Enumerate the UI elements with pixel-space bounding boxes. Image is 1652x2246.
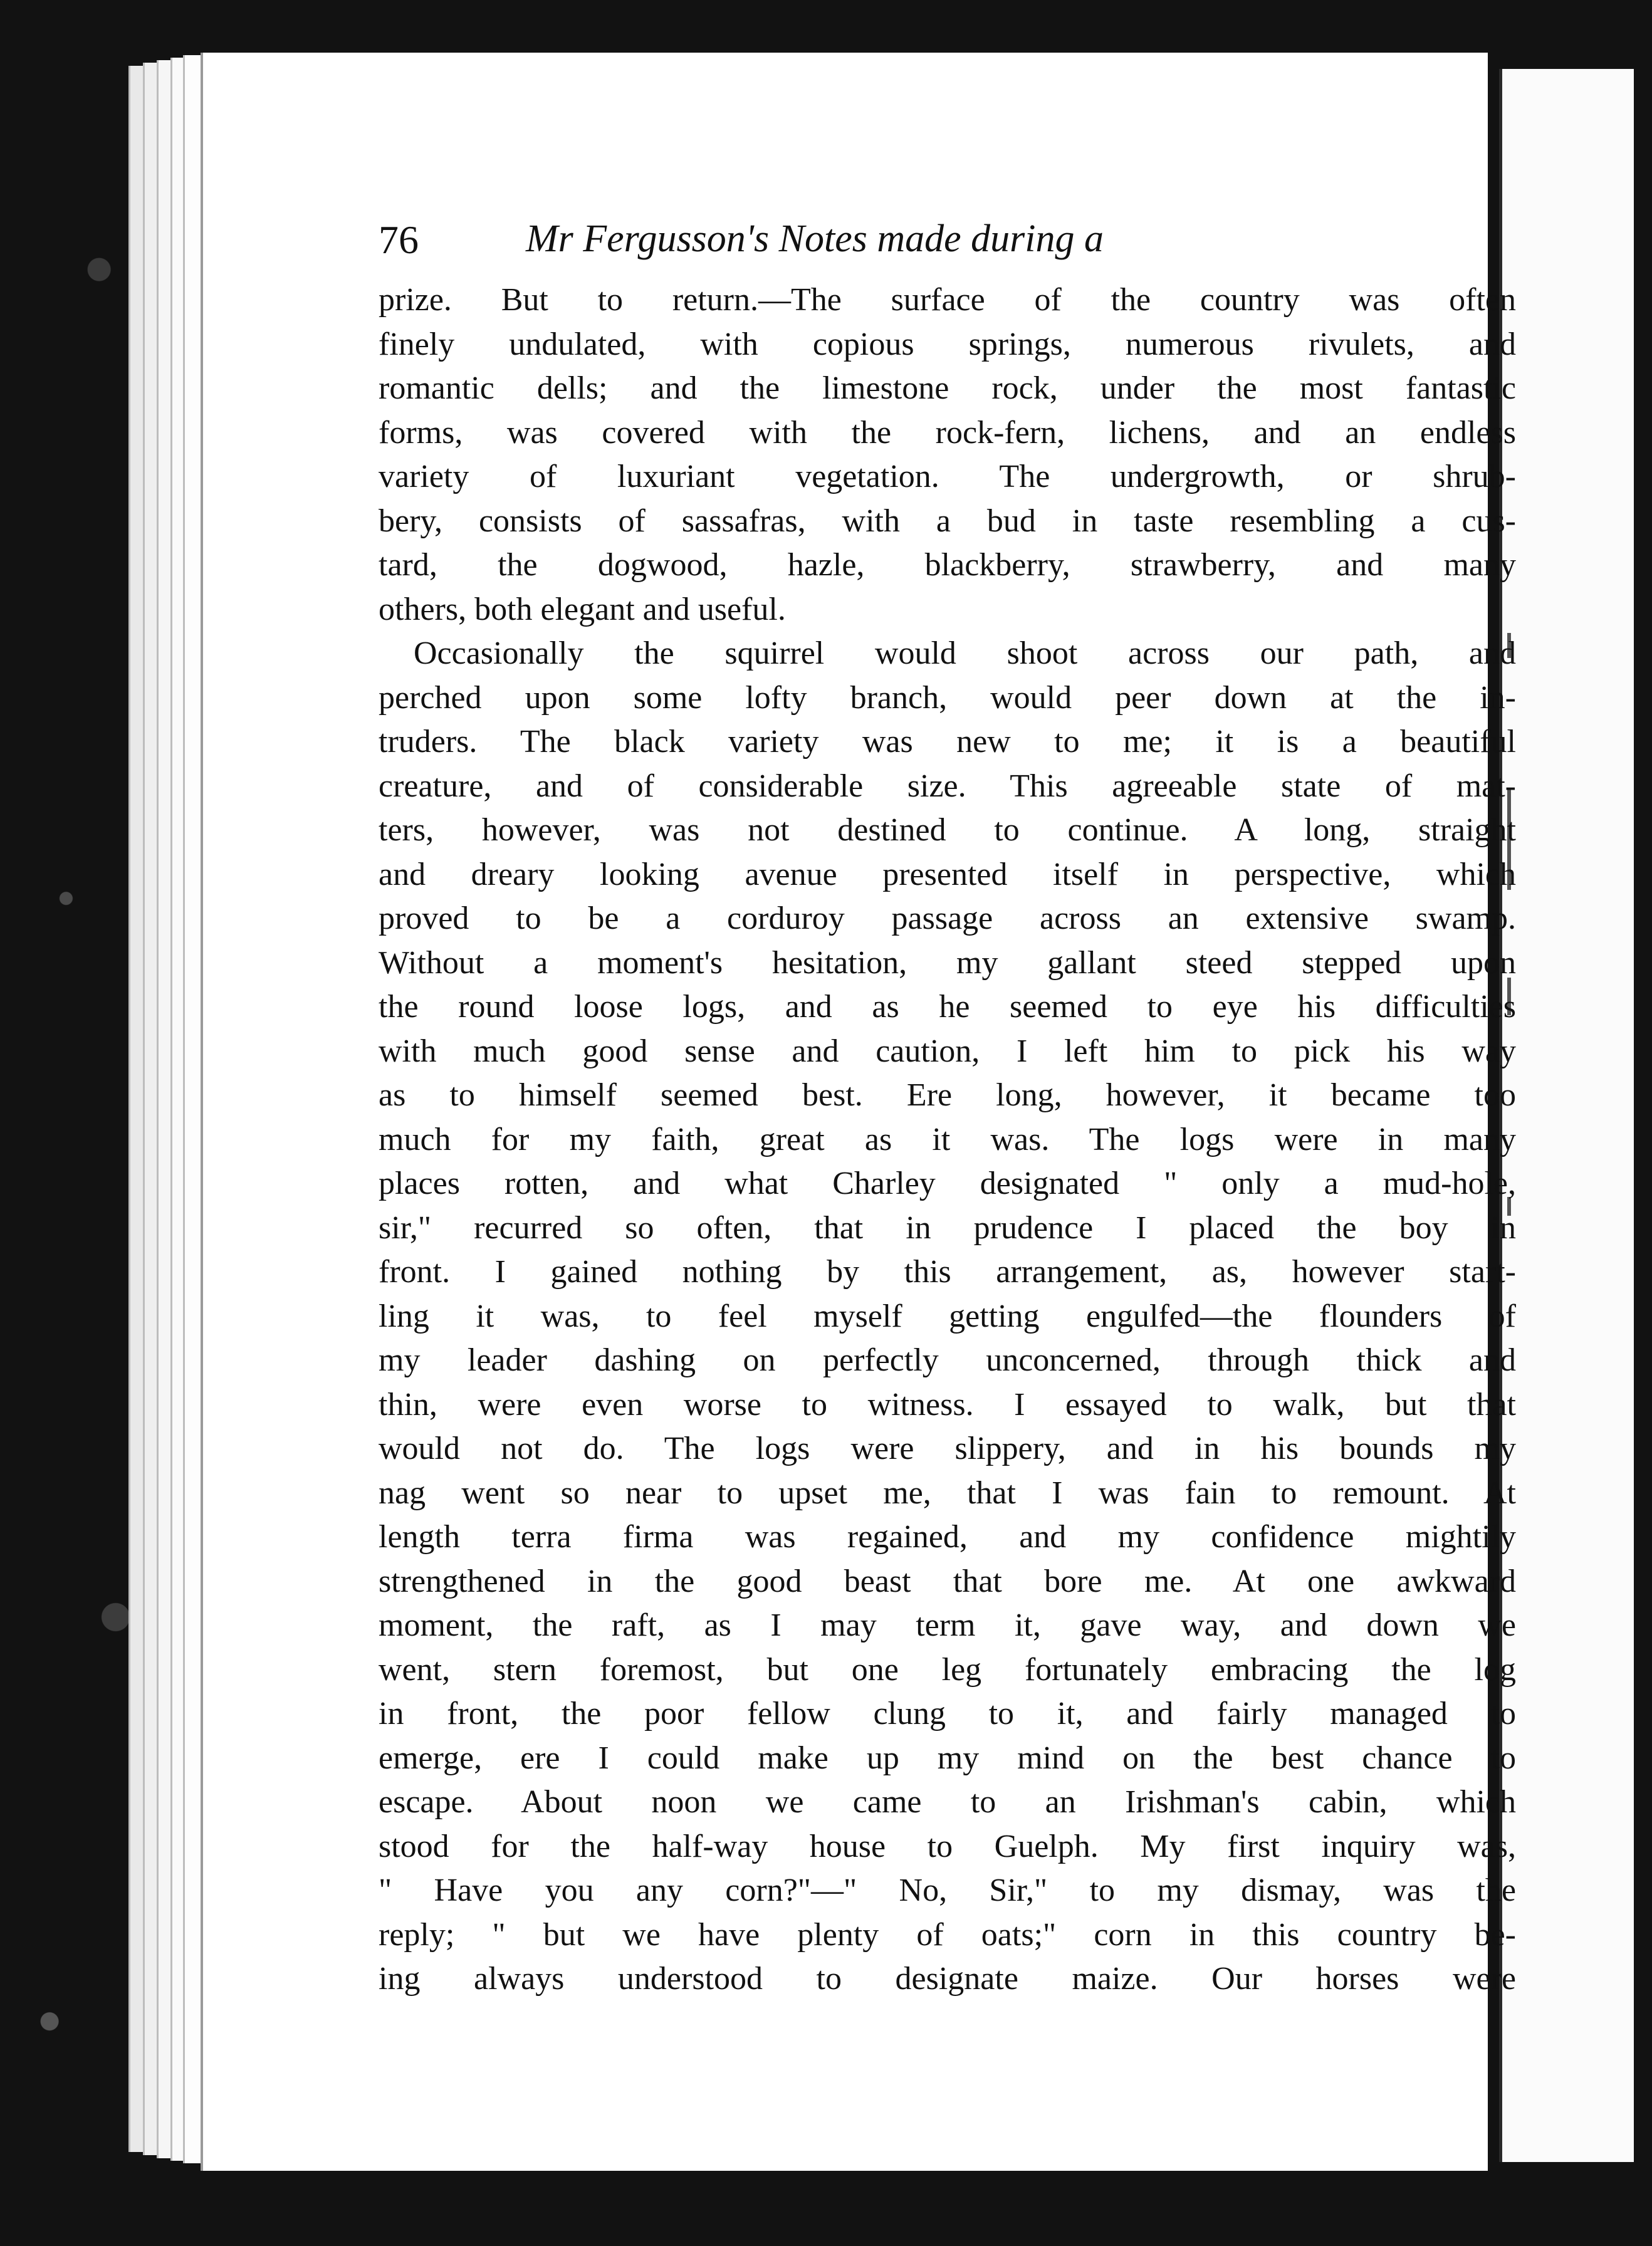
text-line: perched upon some lofty branch, would peer down at the in- <box>379 679 1516 716</box>
body-text <box>379 278 1516 2002</box>
text-line: and dreary looking avenue presented itself in perspective, which <box>379 856 1516 892</box>
text-line: variety of luxuriant vegetation. The undergrowth, or shrub- <box>379 459 1516 494</box>
text-line: in front, the poor fellow clung to it, and fairly managed to <box>379 1696 1516 1732</box>
text-line: ters, however, was not destined to continue. A long, straight <box>379 812 1516 848</box>
text-line: proved to be a corduroy passage across an extensive swamp. <box>379 901 1516 936</box>
text-line: others, both elegant and useful. <box>379 591 786 627</box>
text-line: forms, was covered with the rock-fern, lichens, and an endless <box>379 414 1516 451</box>
text-line: sir," recurred so often, that in prudence I placed the boy in <box>379 1209 1516 1246</box>
text-line: Occasionally the squirrel would shoot across our path, and <box>414 635 1516 671</box>
text-line: front. I gained nothing by this arrangement, as, however start- <box>379 1254 1516 1290</box>
text-line: finely undulated, with copious springs, numerous rivulets, and <box>379 326 1516 362</box>
facing-page-edge <box>1499 69 1634 2162</box>
text-line: went, stern foremost, but one leg fortunately embracing the log <box>379 1651 1516 1688</box>
text-line: would not do. The logs were slippery, and in his bounds my <box>379 1431 1516 1466</box>
text-line: creature, and of considerable size. This agreeable state of mat- <box>379 768 1516 804</box>
text-line: prize. But to return.—The surface of the country was often <box>379 282 1516 318</box>
page-number: 76 <box>379 217 419 262</box>
text-line: bery, consists of sassafras, with a bud in taste resembling a cus- <box>379 503 1516 539</box>
text-line: truders. The black variety was new to me; it is a beautiful <box>379 724 1516 760</box>
text-line: length terra firma was regained, and my confidence mightily <box>379 1519 1516 1555</box>
text-line: stood for the half-way house to Guelph. My first inquiry was, <box>379 1828 1516 1864</box>
text-line: much for my faith, great as it was. The logs were in many <box>379 1121 1516 1157</box>
text-line: escape. About noon we came to an Irishman's cabin, which <box>379 1784 1516 1820</box>
text-line: romantic dells; and the limestone rock, under the most fantastic <box>379 370 1516 406</box>
text-line: the round loose logs, and as he seemed to eye his difficulties <box>379 989 1516 1025</box>
text-line: emerge, ere I could make up my mind on the best chance to <box>379 1740 1516 1776</box>
text-line: strengthened in the good beast that bore me. At one awkward <box>379 1563 1516 1599</box>
text-line: ling it was, to feel myself getting engulfed—the flounders of <box>379 1298 1516 1334</box>
text-line: moment, the raft, as I may term it, gave way, and down we <box>379 1607 1516 1643</box>
text-line: tard, the dogwood, hazle, blackberry, strawberry, and many <box>379 547 1516 583</box>
text-line: with much good sense and caution, I left him to pick his way <box>379 1033 1516 1069</box>
text-line: ing always understood to designate maize. Our horses were <box>379 1961 1516 1997</box>
text-line: " Have you any corn?"—" No, Sir," to my dismay, was the <box>379 1873 1516 1908</box>
text-line: as to himself seemed best. Ere long, however, it became too <box>379 1077 1516 1113</box>
text-line: places rotten, and what Charley designated " only a mud-hole, <box>379 1166 1516 1201</box>
text-line: thin, were even worse to witness. I essayed to walk, but that <box>379 1386 1516 1423</box>
book-page <box>201 53 1516 2171</box>
page-header <box>379 217 1356 273</box>
text-line: reply; " but we have plenty of oats;" corn in this country be- <box>379 1916 1516 1953</box>
text-line: nag went so near to upset me, that I was fain to remount. At <box>379 1475 1516 1511</box>
text-line: Without a moment's hesitation, my gallant steed stepped upon <box>379 944 1516 981</box>
text-line: my leader dashing on perfectly unconcerned, through thick and <box>379 1342 1516 1378</box>
running-head: Mr Fergusson's Notes made during a <box>526 217 1104 260</box>
